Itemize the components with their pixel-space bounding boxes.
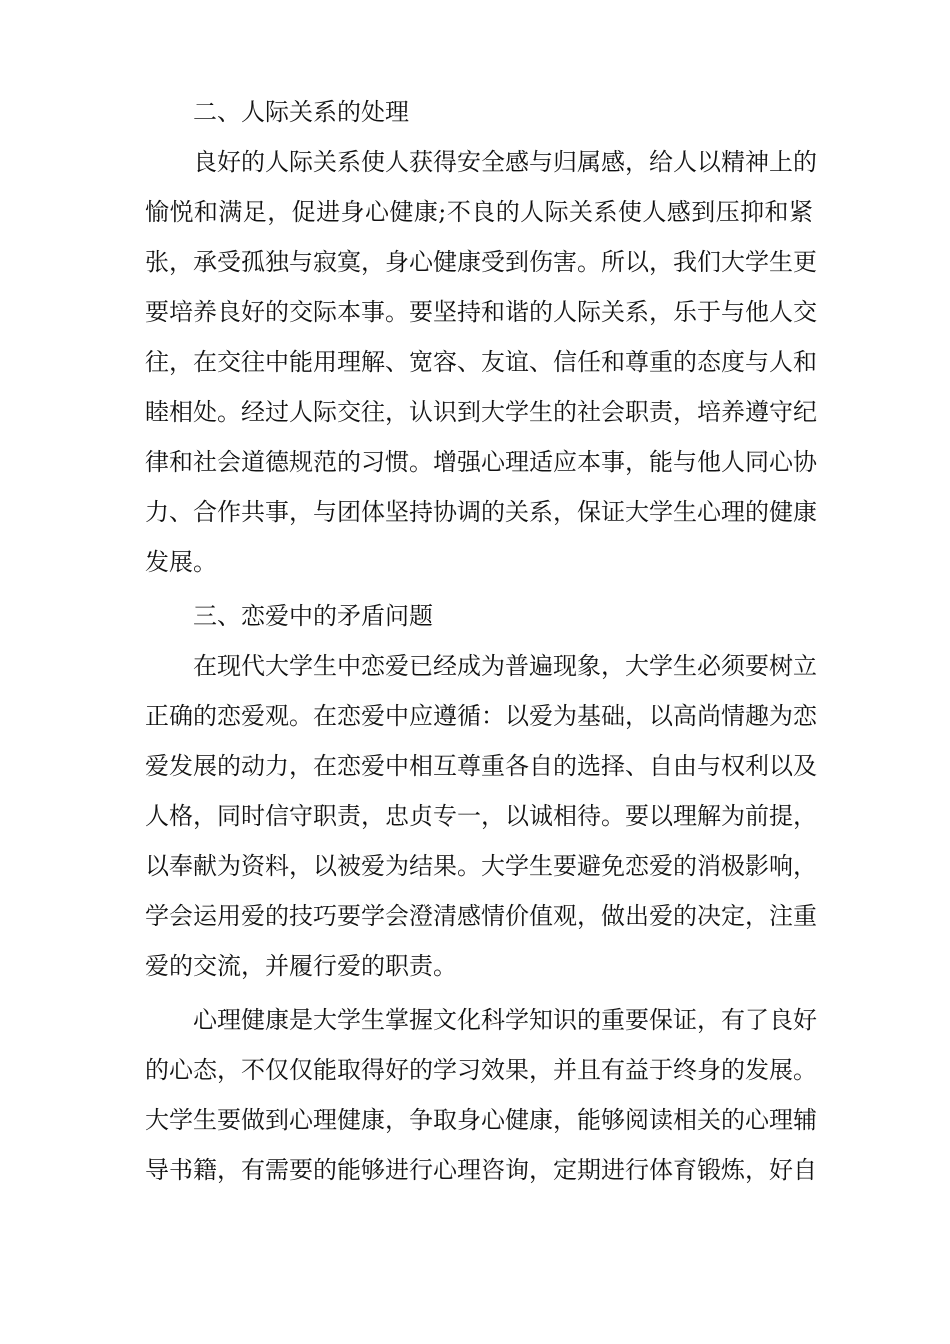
paragraph-line: 心理健康是大学生掌握文化科学知识的重要保证，有了良好: [193, 1006, 817, 1034]
paragraph-line: 律和社会道德规范的习惯。增强心理适应本事，能与他人同心协: [145, 448, 817, 476]
paragraph-line: 在现代大学生中恋爱已经成为普遍现象，大学生必须要树立: [193, 652, 817, 680]
paragraph-line: 爱的交流，并履行爱的职责。: [145, 952, 457, 980]
paragraph-line: 睦相处。经过人际交往，认识到大学生的社会职责，培养遵守纪: [145, 398, 817, 426]
paragraph-line: 大学生要做到心理健康，争取身心健康，能够阅读相关的心理辅: [145, 1106, 817, 1134]
paragraph-line: 学会运用爱的技巧要学会澄清感情价值观，做出爱的决定，注重: [145, 902, 817, 930]
section-heading-romance: 三、恋爱中的矛盾问题: [193, 602, 433, 630]
section-heading-interpersonal: 二、人际关系的处理: [193, 98, 409, 126]
paragraph-line: 爱发展的动力，在恋爱中相互尊重各自的选择、自由与权利以及: [145, 752, 817, 780]
paragraph-line: 愉悦和满足，促进身心健康;不良的人际关系使人感到压抑和紧: [145, 198, 813, 226]
paragraph-line: 发展。: [145, 548, 217, 576]
paragraph-line: 力、合作共事，与团体坚持协调的关系，保证大学生心理的健康: [145, 498, 817, 526]
paragraph-line: 张，承受孤独与寂寞，身心健康受到伤害。所以，我们大学生更: [145, 248, 817, 276]
paragraph-line: 良好的人际关系使人获得安全感与归属感，给人以精神上的: [193, 148, 817, 176]
paragraph-line: 的心态，不仅仅能取得好的学习效果，并且有益于终身的发展。: [145, 1056, 817, 1084]
paragraph-line: 要培养良好的交际本事。要坚持和谐的人际关系，乐于与他人交: [145, 298, 817, 326]
paragraph-line: 导书籍，有需要的能够进行心理咨询，定期进行体育锻炼，好自: [145, 1156, 817, 1184]
paragraph-line: 人格，同时信守职责，忠贞专一，以诚相待。要以理解为前提，: [145, 802, 817, 830]
paragraph-line: 正确的恋爱观。在恋爱中应遵循：以爱为基础，以高尚情趣为恋: [145, 702, 817, 730]
paragraph-line: 往，在交往中能用理解、宽容、友谊、信任和尊重的态度与人和: [145, 348, 817, 376]
paragraph-line: 以奉献为资料，以被爱为结果。大学生要避免恋爱的消极影响，: [145, 852, 817, 880]
